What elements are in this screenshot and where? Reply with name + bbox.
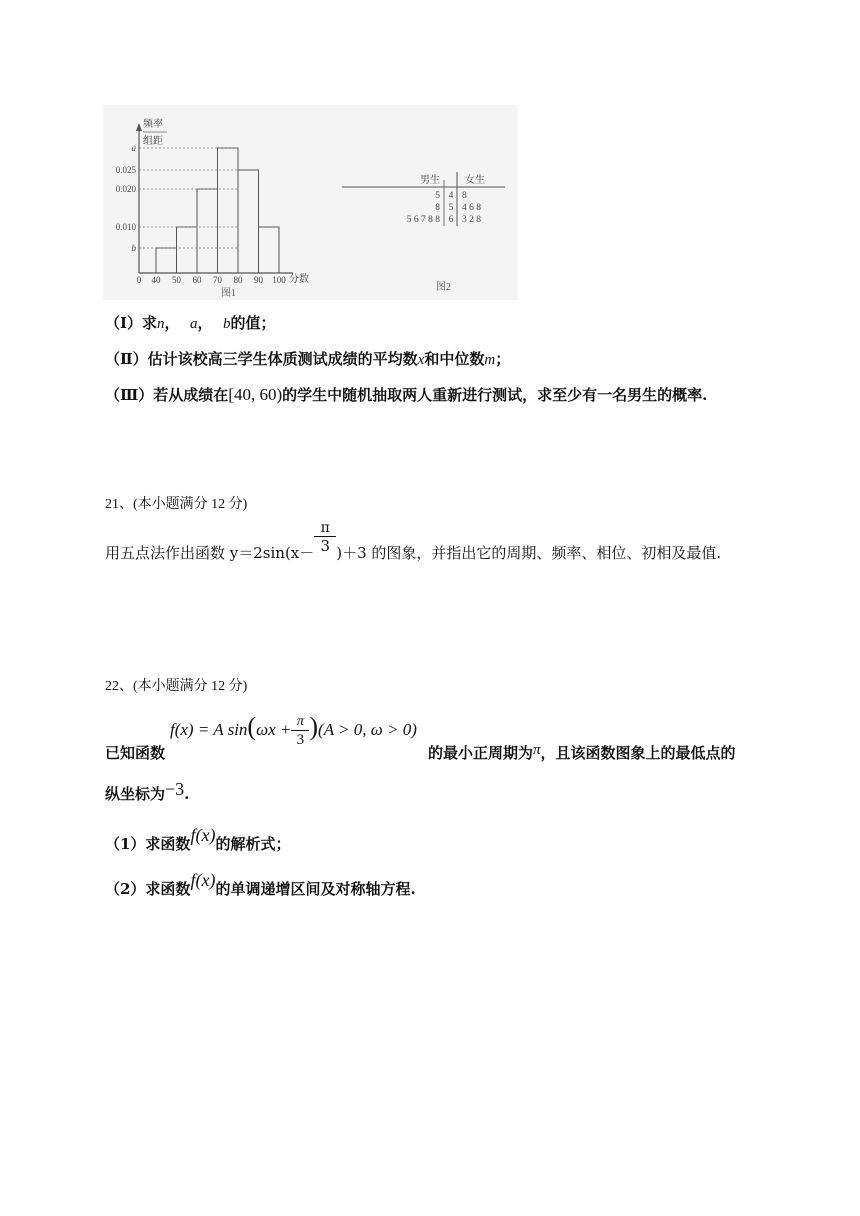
stemleaf-stem: 6 — [448, 215, 454, 225]
histogram-bar — [218, 148, 239, 273]
q21-header: 21、(本小题满分 12 分) — [105, 497, 248, 512]
x-axis-label: 分数 — [289, 274, 309, 285]
q21-text: 用五点法作出函数 y＝2sin(x－ $\frac{\pi}{3}$ )＋3 的图象，并指出它的周期、频率、相位、初相及最值. — [105, 520, 722, 562]
q22-line1-tail: 的最小正周期为π，且该函数图象上的最低点的 — [428, 742, 736, 762]
q22-part1: （1）求函数f(x)的解析式； — [105, 825, 291, 853]
q22-line2: 纵坐标为−3. — [105, 779, 190, 803]
interval-40-60: [40, 60) — [228, 385, 283, 404]
stemleaf-male-leaves: 5 — [435, 191, 440, 201]
q20-part2: （Ⅱ）估计该校高三学生体质测试成绩的平均数x和中位数m； — [105, 350, 511, 368]
x-tick-label: 0 — [136, 275, 142, 285]
stemleaf-header-male: 男生 — [420, 175, 440, 186]
y-tick-label: 0.025 — [115, 165, 136, 175]
stemleaf-male-leaves: 8 — [435, 203, 440, 213]
x-tick-label: 80 — [233, 275, 243, 285]
q20-part1: （Ⅰ）求n， a， b的值； — [105, 314, 276, 332]
x-tick-label: 40 — [151, 275, 161, 285]
y-label-bottom: 组距 — [143, 136, 163, 147]
y-label-top: 频率 — [143, 119, 163, 130]
stemleaf-stem: 4 — [448, 191, 454, 201]
figure2-caption: 图2 — [436, 282, 451, 293]
q22-header: 22、(本小题满分 12 分) — [105, 679, 248, 694]
x-tick-label: 100 — [272, 275, 286, 285]
histogram-bar — [238, 170, 259, 273]
histogram-bar — [156, 248, 177, 273]
x-tick-label: 90 — [254, 275, 263, 285]
y-tick-label: 0.020 — [115, 184, 136, 194]
figure1-caption: 图1 — [221, 288, 236, 299]
y-tick-label: b — [131, 243, 136, 253]
q20-part3: （Ⅲ）若从成绩在[40, 60)的学生中随机抽取两人重新进行测试，求至少有一名男生的概率. — [105, 385, 708, 404]
stemleaf-male-leaves: 5 6 7 8 8 — [406, 215, 440, 225]
y-tick-label: a — [131, 143, 136, 153]
y-axis-arrow-icon — [136, 123, 142, 131]
figure2-stem-leaf — [340, 168, 515, 298]
x-tick-label: 70 — [213, 275, 222, 285]
x-tick-label: 50 — [172, 275, 181, 285]
stemleaf-female-leaves: 4 6 8 — [462, 203, 481, 213]
histogram-bar — [177, 227, 198, 273]
stemleaf-female-leaves: 8 — [462, 191, 467, 201]
x-tick-label: 60 — [192, 275, 202, 285]
q22-prefix: 已知函数 — [105, 744, 166, 762]
histogram-bar — [197, 189, 218, 273]
q22-part2: （2）求函数f(x)的单调递增区间及对称轴方程. — [105, 870, 416, 898]
stemleaf-stem: 5 — [448, 203, 454, 213]
histogram-bar — [259, 227, 280, 273]
y-tick-label: 0.010 — [115, 222, 136, 232]
q22-formula: f(x) = A sin(ωx + $\frac{\pi}{3}$ )(A > 0, ω > 0) — [170, 712, 417, 748]
stemleaf-header-female: 女生 — [465, 175, 485, 186]
stemleaf-female-leaves: 3 2 8 — [462, 215, 481, 225]
